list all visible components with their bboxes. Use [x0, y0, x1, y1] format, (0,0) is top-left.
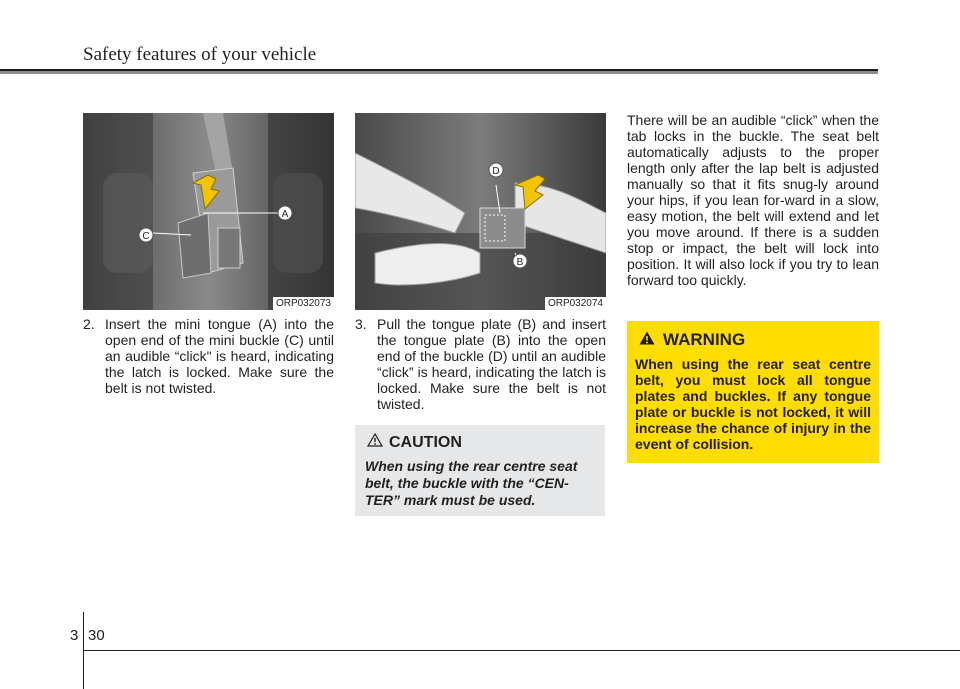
warning-box [627, 321, 879, 463]
warning-text: When using the rear seat centre belt, you must lock all tongue plates and buckles. If any tongue plate or buckle is not locked, it will increase the chance of injury in the event of collision. [635, 356, 871, 452]
step-number: 2. [83, 316, 95, 332]
figure-mini-buckle [83, 113, 334, 310]
header-rule [0, 69, 878, 74]
tongue-plate-illustration [355, 113, 606, 310]
figure-code: ORP032074 [545, 297, 606, 310]
seat-belt-paragraph: There will be an audible “click” when the tab locks in the buckle. The seat belt automatically adjusts to the proper length only after the lap belt is adjusted manually so that it fits snug-ly around your hips, if you lean for-ward in a slow, easy motion, the belt will extend and let you move around. If there is a sudden stop or impact, the belt will lock into position. It will also lock if you try to lean forward too quickly. [627, 112, 879, 288]
step-3 [355, 316, 606, 412]
figure-label-b: B [516, 257, 524, 268]
page-number: 30 [88, 627, 105, 644]
figure-label-d: D [492, 166, 500, 177]
page-header-title: Safety features of your vehicle [83, 44, 317, 65]
figure-tongue-plate [355, 113, 606, 310]
chapter-number: 3 [70, 627, 79, 644]
figure-label-c: C [142, 231, 150, 242]
step-text: Insert the mini tongue (A) into the open end of the mini buckle (C) until an audible “click" is heard, indicating the latch is locked. Make sure the belt is not twisted. [105, 316, 334, 396]
footer-divider-horizontal [83, 650, 960, 651]
step-text: Pull the tongue plate (B) and insert the tongue plate (B) into the open end of the buckle (D) until an audible “click” is heard, indicating the latch is locked. Make sure the belt is not twisted. [377, 316, 606, 412]
figure-label-a: A [281, 209, 289, 220]
caution-triangle-icon [367, 433, 383, 452]
step-2 [83, 316, 334, 396]
step-number: 3. [355, 316, 367, 332]
warning-title: WARNING [663, 330, 746, 349]
caution-box [355, 425, 605, 516]
figure-code: ORP032073 [273, 297, 334, 310]
warning-triangle-icon [639, 331, 655, 350]
mini-buckle-illustration [83, 113, 334, 310]
caution-title: CAUTION [389, 433, 462, 451]
caution-text: When using the rear centre seat belt, the buckle with the “CEN-TER” mark must be used. [365, 458, 578, 508]
